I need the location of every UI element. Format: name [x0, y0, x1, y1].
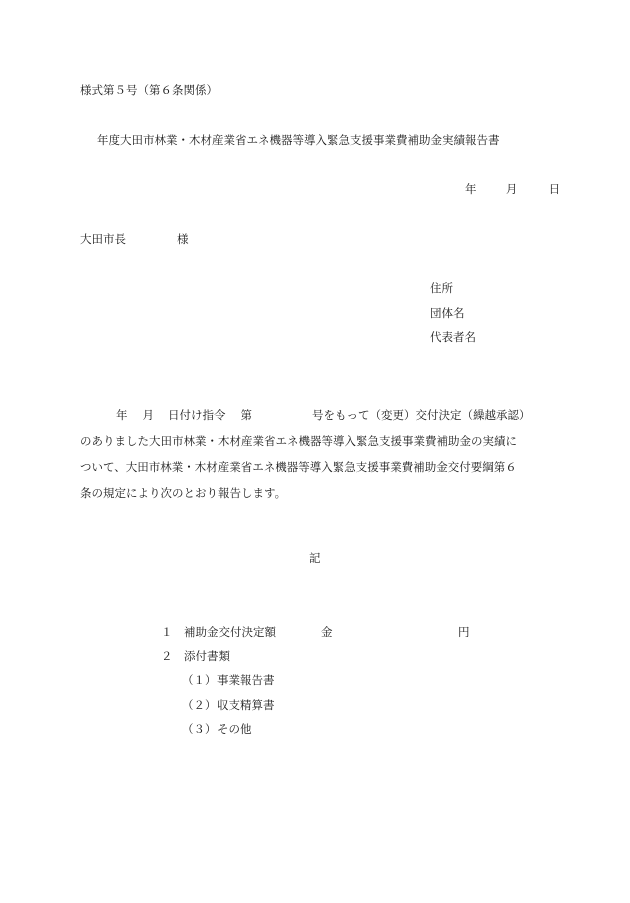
attachment-3-label: その他 — [217, 722, 252, 736]
document-title: 年度大田市林業・木材産業省エネ機器等導入緊急支援事業費補助金実績報告書 — [97, 133, 500, 147]
body-year: 年 — [116, 408, 128, 422]
item-1-label: 補助金交付決定額 — [184, 625, 276, 639]
form-number: 様式第５号（第６条関係） — [80, 83, 218, 97]
applicant-organization-label: 団体名 — [430, 306, 465, 320]
addressee-name: 大田市長 — [80, 232, 126, 246]
body-line-4: 条の規定により次のとおり報告します。 — [80, 486, 287, 500]
date-month: 月 — [505, 182, 518, 196]
addressee-honorific: 様 — [177, 232, 189, 246]
date-year: 年 — [465, 182, 477, 196]
attachment-3-number: （３） — [182, 722, 217, 736]
item-1-currency-prefix: 金 — [321, 625, 333, 639]
attachment-2-label: 収支精算書 — [217, 698, 275, 712]
body-number-prefix: 第 — [240, 408, 252, 422]
body-line-2: のありました大田市林業・木材産業省エネ機器等導入緊急支援事業費補助金の実績に — [80, 434, 517, 448]
applicant-address-label: 住所 — [430, 281, 453, 295]
body-line1-rest: 号をもって（変更）交付決定（繰越承認） — [312, 408, 531, 422]
item-2-label: 添付書類 — [184, 649, 230, 663]
date-line — [465, 182, 560, 196]
body-line-3: ついて、大田市林業・木材産業省エネ機器等導入緊急支援事業費補助金交付要綱第６ — [80, 460, 517, 474]
item-1-number: １ — [161, 625, 173, 639]
attachment-1-number: （１） — [182, 673, 217, 687]
item-1-currency-suffix: 円 — [458, 625, 470, 639]
body-day-directive: 日付け指令 — [168, 408, 226, 422]
attachment-2-number: （２） — [182, 698, 217, 712]
item-2-number: ２ — [161, 649, 173, 663]
body-line-1 — [80, 402, 552, 428]
attachment-1-label: 事業報告書 — [217, 673, 275, 687]
ki-heading: 記 — [309, 551, 321, 565]
body-month: 月 — [142, 408, 154, 422]
applicant-representative-label: 代表者名 — [430, 330, 476, 344]
date-day: 日 — [548, 182, 561, 196]
report-body — [80, 402, 552, 506]
